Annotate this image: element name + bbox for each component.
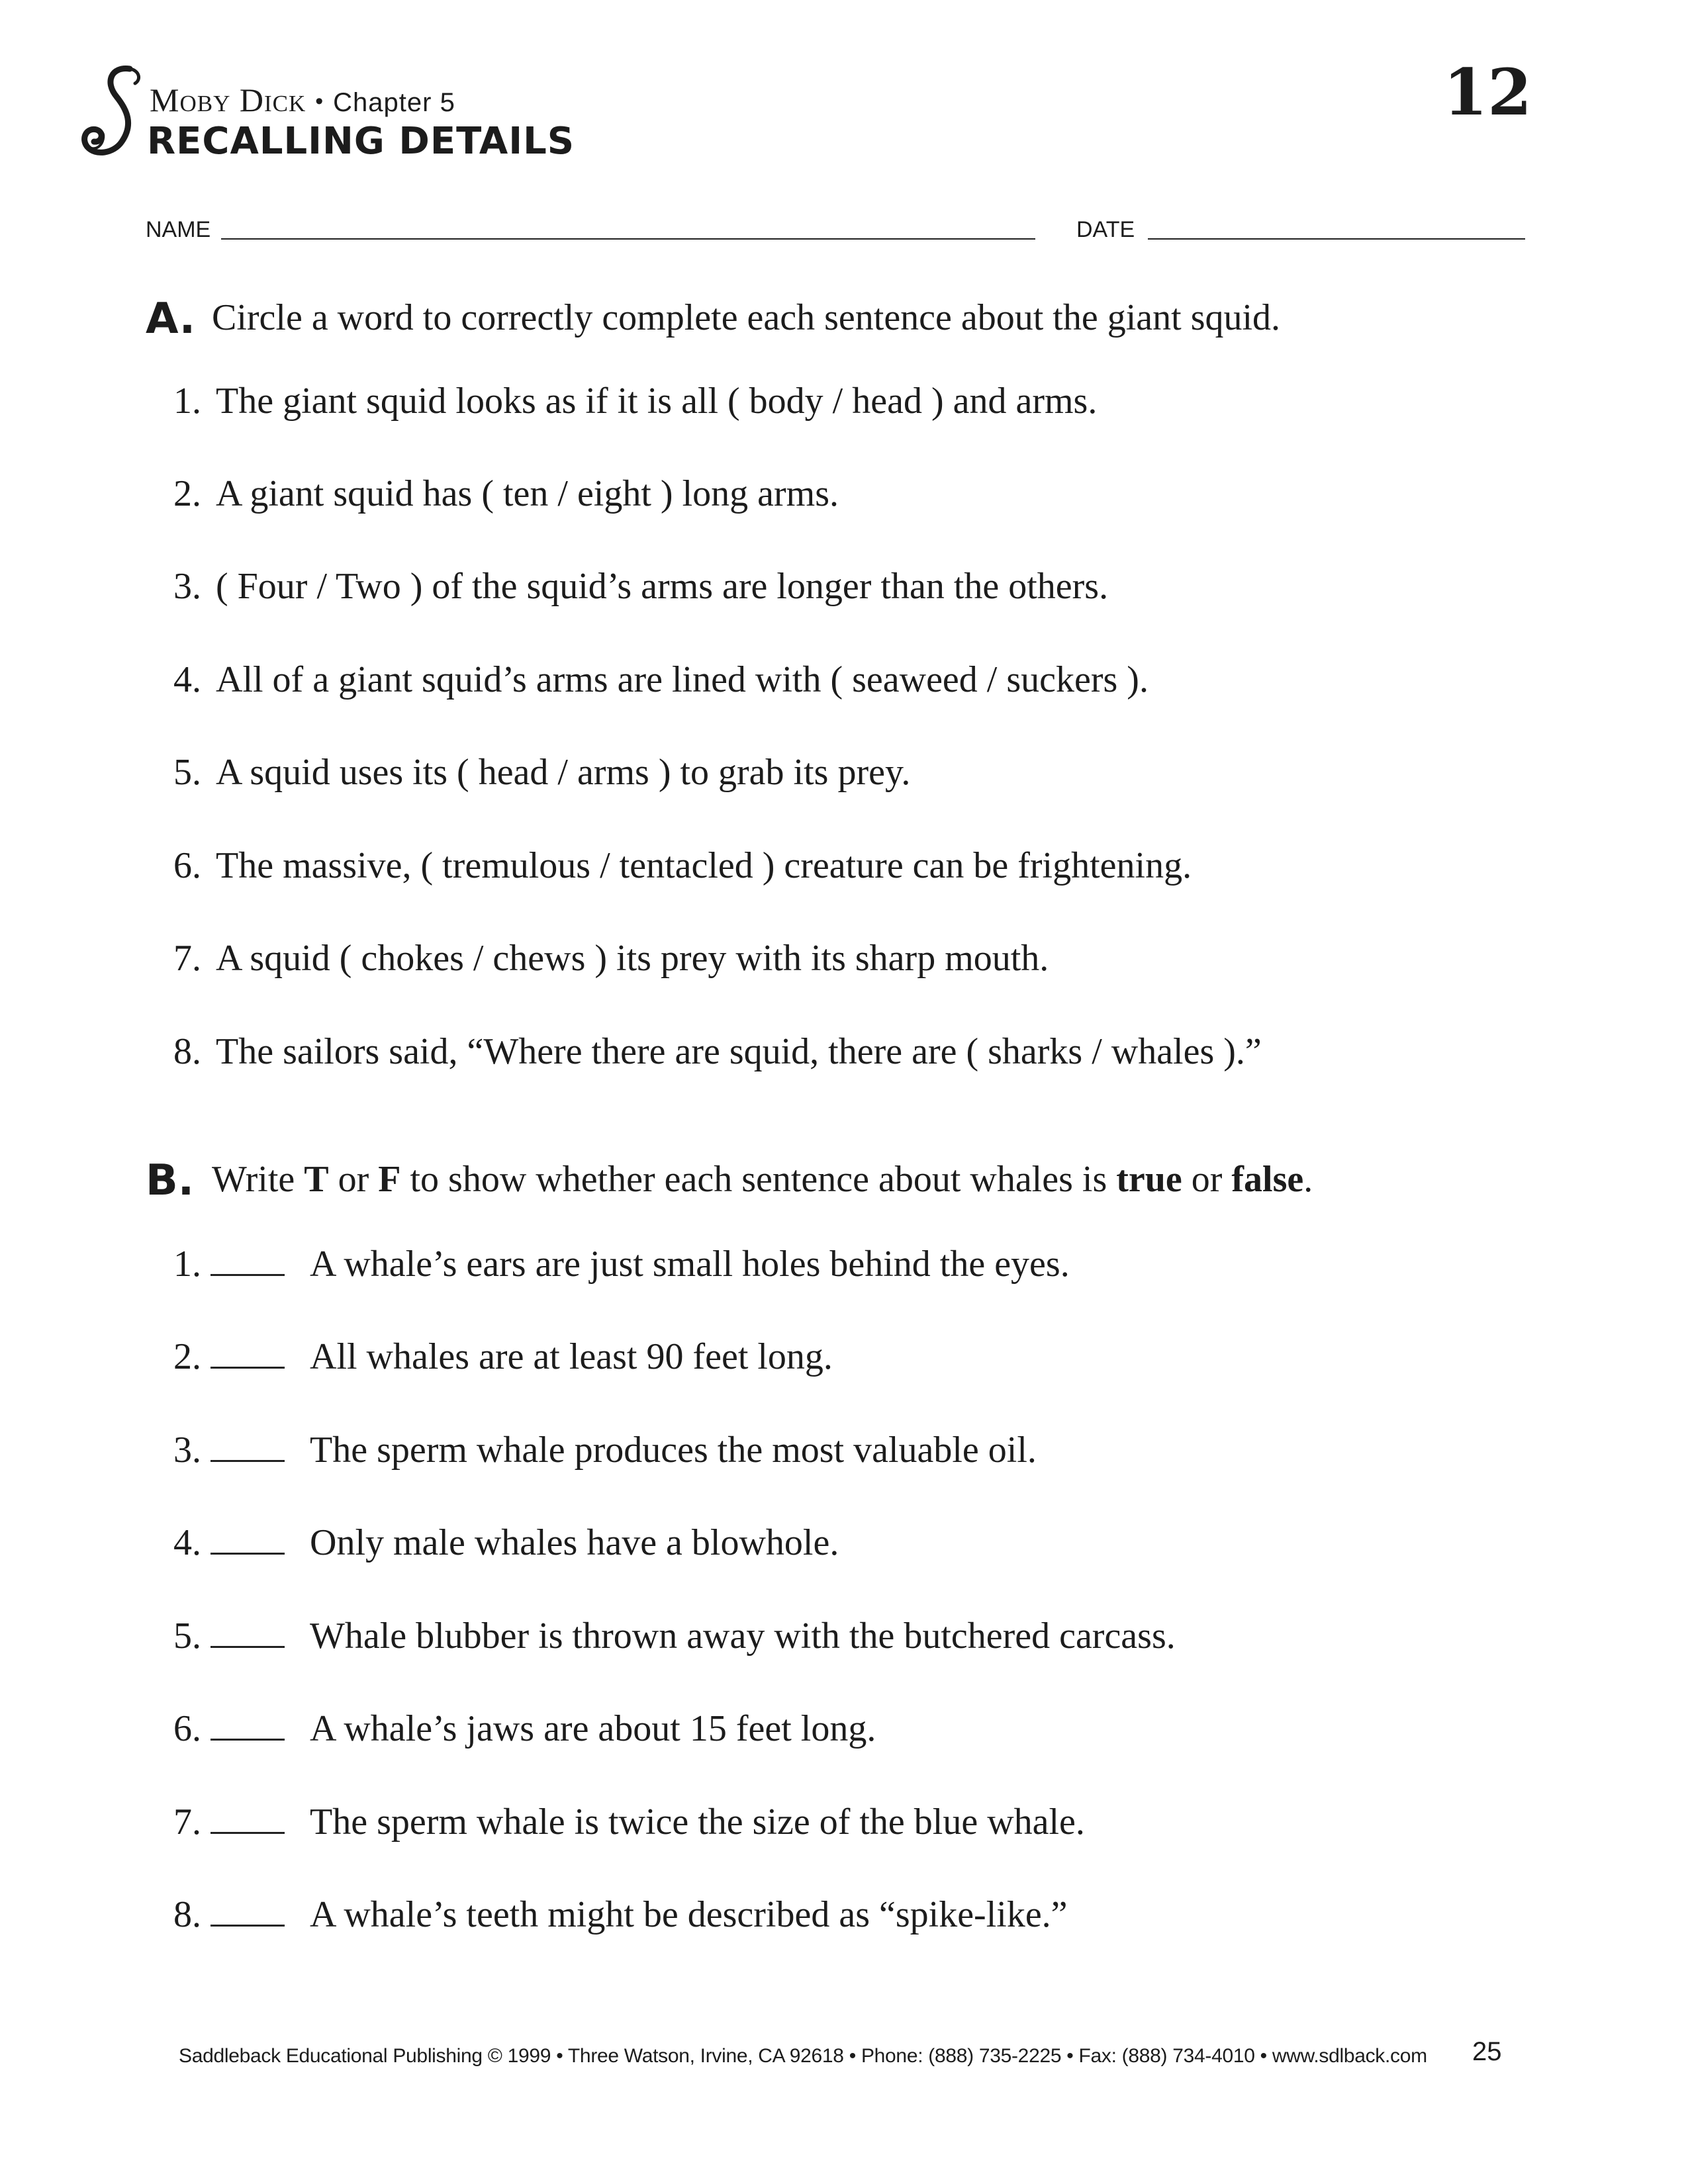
title-bullet: • xyxy=(315,89,324,114)
item-text: A whale’s jaws are about 15 feet long. xyxy=(310,1708,876,1749)
section-b-item xyxy=(146,1524,839,1561)
item-text[interactable]: The sailors said, “Where there are squid, there are ( sharks / whales ).” xyxy=(216,1031,1262,1072)
item-text[interactable]: ( Four / Two ) of the squid’s arms are longer than the others. xyxy=(216,566,1109,607)
chapter-label: Chapter 5 xyxy=(333,88,455,117)
item-text[interactable]: A squid uses its ( head / arms ) to grab its prey. xyxy=(216,752,911,793)
date-field[interactable] xyxy=(1148,238,1525,240)
section-a-item xyxy=(146,1033,1262,1070)
instruction-true-letter: T xyxy=(304,1159,329,1200)
book-title: Moby Dick xyxy=(150,81,306,118)
item-number: 4. xyxy=(173,659,201,700)
section-a-letter: A. xyxy=(146,295,196,343)
item-number: 7. xyxy=(173,1801,201,1843)
item-number: 3. xyxy=(173,1430,201,1471)
item-number: 8. xyxy=(173,1894,201,1935)
series-line xyxy=(150,83,455,116)
section-a-item xyxy=(146,475,839,512)
item-text: A whale’s teeth might be described as “spike-like.” xyxy=(310,1894,1068,1935)
section-b-letter: B. xyxy=(146,1156,195,1205)
answer-blank[interactable] xyxy=(211,1340,285,1369)
section-a-item xyxy=(146,754,910,791)
item-number: 6. xyxy=(173,845,201,886)
item-number: 2. xyxy=(173,473,201,514)
instruction-false-letter: F xyxy=(378,1159,401,1200)
section-b-item xyxy=(146,1338,833,1375)
item-number: 1. xyxy=(173,1244,201,1285)
section-a-item xyxy=(146,847,1192,884)
publisher-footer: Saddleback Educational Publishing © 1999 • Three Watson, Irvine, CA 92618 • Phone: (888) 735-2225 • Fax: (888) 734-4010 • www.sdlback.com xyxy=(179,2045,1427,2067)
section-b-item xyxy=(146,1803,1085,1841)
answer-blank[interactable] xyxy=(211,1619,285,1648)
section-a-instruction: Circle a word to correctly complete each sentence about the giant squid. xyxy=(212,297,1281,338)
item-text: The sperm whale is twice the size of the blue whale. xyxy=(310,1801,1085,1843)
item-text[interactable]: A giant squid has ( ten / eight ) long arms. xyxy=(216,473,839,514)
instruction-text: . xyxy=(1303,1159,1313,1200)
instruction-text: Write xyxy=(212,1159,305,1200)
item-number: 5. xyxy=(173,1615,201,1657)
section-b-item xyxy=(146,1710,876,1747)
item-text: A whale’s ears are just small holes behind the eyes. xyxy=(310,1244,1070,1285)
section-b-item xyxy=(146,1246,1070,1283)
item-number: 8. xyxy=(173,1031,201,1072)
item-number: 5. xyxy=(173,752,201,793)
name-field[interactable] xyxy=(221,238,1035,240)
item-text[interactable]: All of a giant squid’s arms are lined with ( seaweed / suckers ). xyxy=(216,659,1149,700)
item-text[interactable]: A squid ( chokes / chews ) its prey with its sharp mouth. xyxy=(216,938,1049,979)
section-a-item xyxy=(146,661,1149,698)
item-text: All whales are at least 90 feet long. xyxy=(310,1336,833,1377)
item-number: 1. xyxy=(173,381,201,422)
answer-blank[interactable] xyxy=(211,1712,285,1741)
instruction-text: to show whether each sentence about whales is xyxy=(400,1159,1117,1200)
instruction-text: or xyxy=(328,1159,379,1200)
item-number: 4. xyxy=(173,1522,201,1563)
page-number: 25 xyxy=(1472,2037,1502,2066)
section-b-item xyxy=(146,1617,1176,1655)
name-label: NAME xyxy=(146,217,211,242)
worksheet-number: 12 xyxy=(1443,55,1532,130)
answer-blank[interactable] xyxy=(211,1898,285,1927)
section-b-item xyxy=(146,1432,1037,1469)
section-a-item xyxy=(146,940,1049,977)
section-a-item xyxy=(146,383,1097,420)
item-text[interactable]: The giant squid looks as if it is all ( body / head ) and arms. xyxy=(216,381,1098,422)
date-label: DATE xyxy=(1076,217,1135,242)
publisher-logo-icon xyxy=(78,64,151,163)
section-a-item xyxy=(146,568,1108,605)
item-text: Whale blubber is thrown away with the butchered carcass. xyxy=(310,1615,1176,1657)
section-b-item xyxy=(146,1896,1068,1933)
answer-blank[interactable] xyxy=(211,1526,285,1555)
item-text: The sperm whale produces the most valuable oil. xyxy=(310,1430,1037,1471)
item-number: 6. xyxy=(173,1708,201,1749)
answer-blank[interactable] xyxy=(211,1805,285,1834)
item-number: 7. xyxy=(173,938,201,979)
section-b-instruction xyxy=(212,1161,1313,1198)
instruction-false-word: false xyxy=(1231,1159,1304,1200)
answer-blank[interactable] xyxy=(211,1248,285,1276)
worksheet-title: RECALLING DETAILS xyxy=(147,120,575,163)
item-text[interactable]: The massive, ( tremulous / tentacled ) creature can be frightening. xyxy=(216,845,1192,886)
item-text: Only male whales have a blowhole. xyxy=(310,1522,839,1563)
instruction-true-word: true xyxy=(1116,1159,1182,1200)
item-number: 3. xyxy=(173,566,201,607)
instruction-text: or xyxy=(1182,1159,1232,1200)
item-number: 2. xyxy=(173,1336,201,1377)
answer-blank[interactable] xyxy=(211,1433,285,1462)
